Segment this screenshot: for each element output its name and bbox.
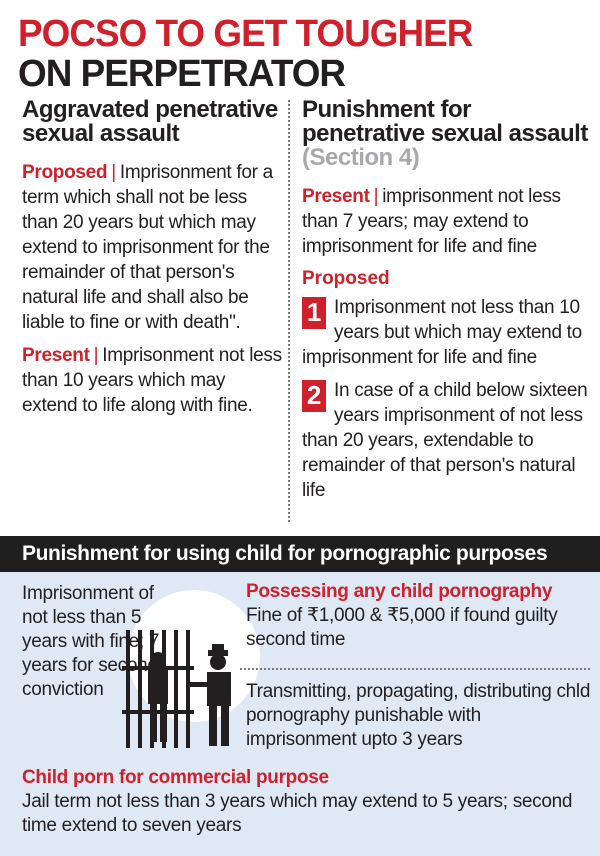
right-column	[302, 98, 594, 511]
bottom-left-text: Imprisonment of not less than 5 years with fine; 7 years for second conviction	[22, 583, 160, 700]
numbered-item	[302, 295, 594, 370]
headline-line-1: POCSO TO GET TOUGHER	[18, 13, 473, 55]
left-column	[22, 98, 284, 426]
right-heading-section: (Section 4)	[302, 144, 420, 171]
left-proposed-text: Imprisonment for a term which shall not be less than 20 years but which may extend to imprisonment for the remainder of that person's natural life and shall also be liable to fine or with death".	[22, 162, 273, 333]
right-present	[302, 184, 594, 259]
right-present-text: imprisonment not less than 7 years; may extend to imprisonment for life and fine	[302, 186, 561, 257]
left-heading: Aggravated penetrative sexual assault	[22, 96, 278, 147]
possessing-block	[246, 580, 586, 652]
numbered-item	[302, 378, 594, 503]
left-present-label: Present	[22, 345, 90, 366]
commercial-title: Child porn for commercial purpose	[22, 767, 329, 788]
section-band: Punishment for using child for pornographic purposes	[0, 536, 600, 572]
number-badge: 2	[302, 380, 326, 412]
column-divider	[288, 100, 290, 522]
right-proposed-label: Proposed	[302, 268, 390, 289]
numbered-item-text: Imprisonment not less than 10 years but which may extend to imprisonment for life and fine	[302, 297, 582, 368]
commercial-text: Jail term not less than 3 years which may extend to 5 years; second time extend to seven years	[22, 791, 573, 836]
left-present	[22, 343, 284, 418]
left-proposed	[22, 160, 284, 335]
commercial-block	[22, 766, 592, 838]
pipe-divider: |	[111, 162, 116, 183]
left-proposed-label: Proposed	[22, 162, 108, 183]
possessing-title: Possessing any child pornography	[246, 581, 553, 602]
left-present-text: Imprisonment not less than 10 years which may extend to life along with fine.	[22, 345, 282, 416]
right-heading-text: Punishment for penetrative sexual assault	[302, 96, 588, 147]
pipe-divider: |	[93, 345, 99, 366]
numbered-item-text: In case of a child below sixteen years imprisonment of not less than 20 years, extendable to remainder of that person's natural life	[302, 380, 588, 501]
pipe-divider: |	[373, 186, 379, 207]
possessing-text: Fine of ₹1,000 & ₹5,000 if found guilty second time	[246, 605, 558, 650]
transmitting-text: Transmitting, propagating, distributing chld pornography punishable with imprisonment upto 3 years	[246, 681, 591, 750]
headline-line-2: ON PERPETRATOR	[18, 53, 346, 95]
headline	[18, 14, 571, 94]
number-badge: 1	[302, 297, 326, 329]
right-present-label: Present	[302, 186, 370, 207]
right-heading	[302, 98, 594, 170]
dotted-divider	[240, 668, 590, 670]
